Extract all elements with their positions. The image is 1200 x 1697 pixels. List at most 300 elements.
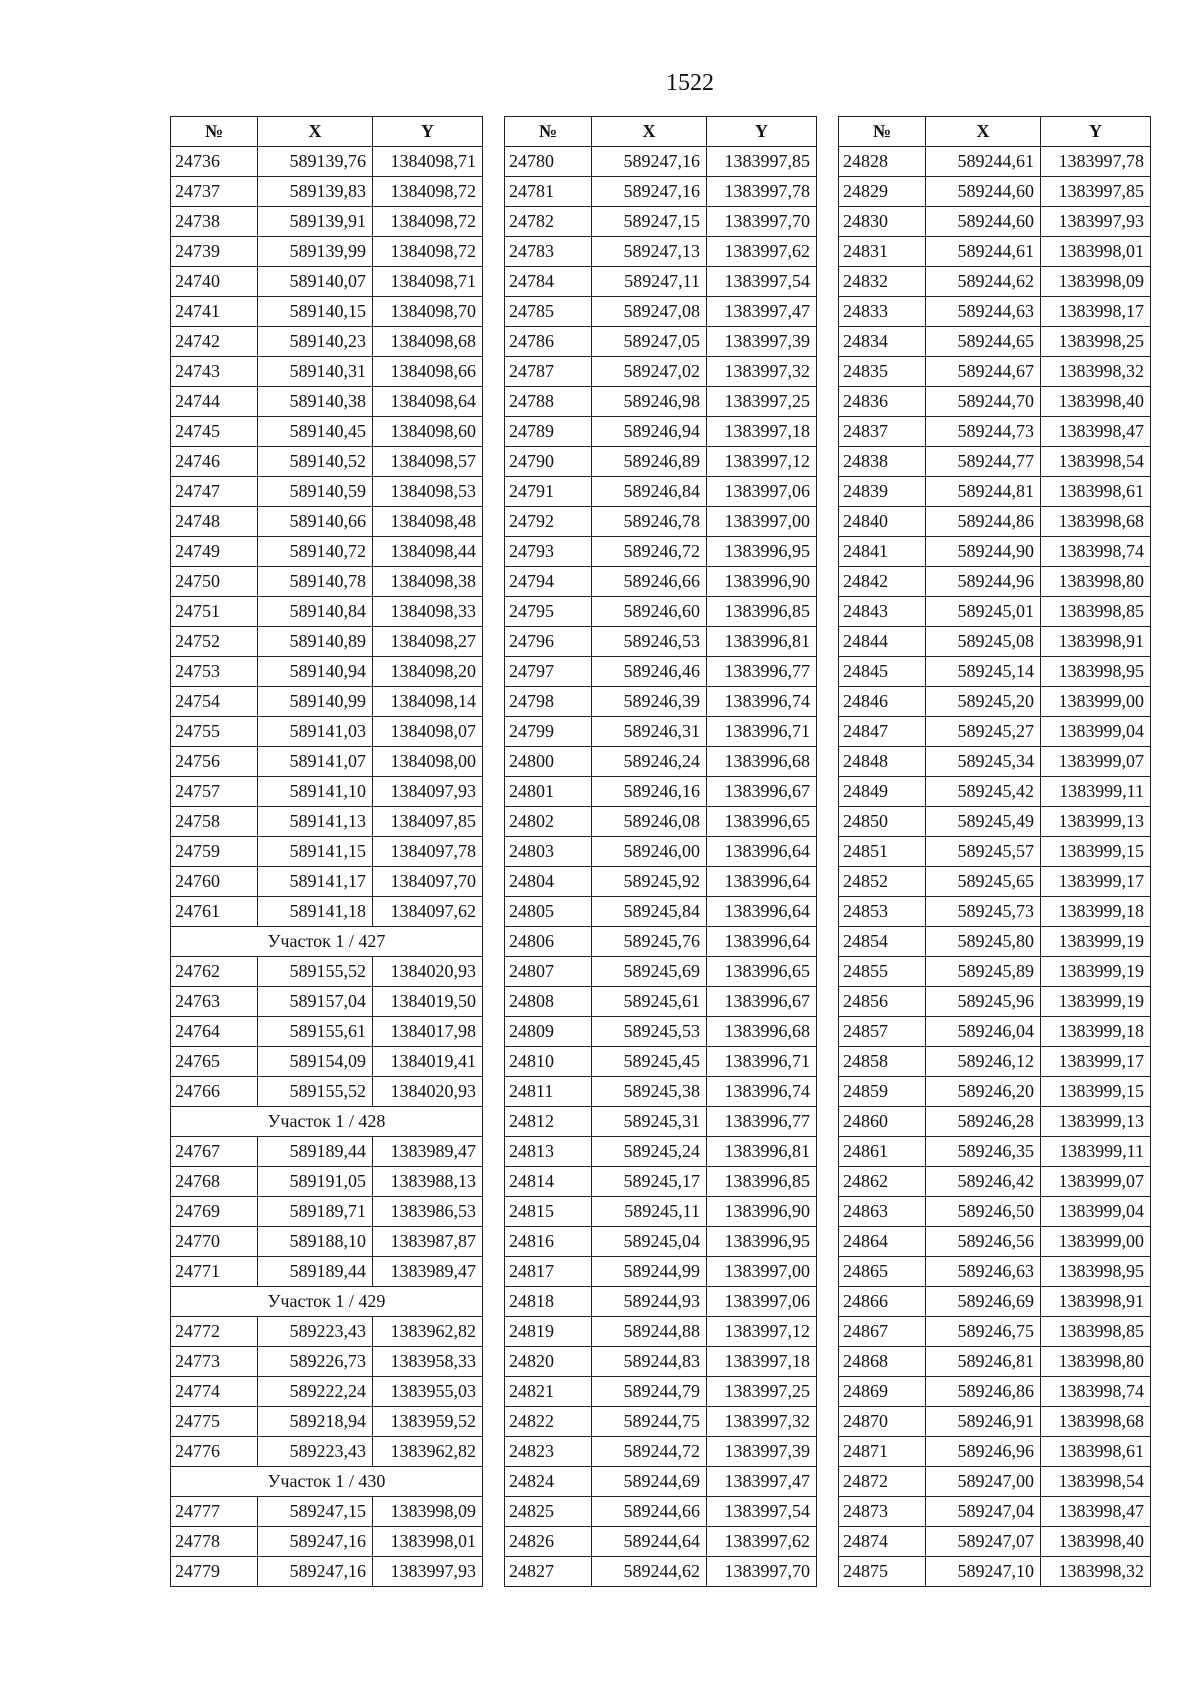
point-number: 24790: [505, 447, 592, 477]
x-coordinate: 589155,52: [258, 1077, 373, 1107]
x-coordinate: 589244,63: [926, 297, 1041, 327]
x-coordinate: 589141,03: [258, 717, 373, 747]
table-row: [505, 957, 817, 987]
point-number: 24853: [839, 897, 926, 927]
x-coordinate: 589140,89: [258, 627, 373, 657]
x-coordinate: 589141,13: [258, 807, 373, 837]
point-number: 24836: [839, 387, 926, 417]
table-row: [839, 657, 1151, 687]
y-coordinate: 1383962,82: [373, 1317, 483, 1347]
point-number: 24800: [505, 747, 592, 777]
x-coordinate: 589246,72: [592, 537, 707, 567]
y-coordinate: 1383998,80: [1041, 1347, 1151, 1377]
y-coordinate: 1384097,70: [373, 867, 483, 897]
x-coordinate: 589140,52: [258, 447, 373, 477]
x-coordinate: 589244,93: [592, 1287, 707, 1317]
x-coordinate: 589247,04: [926, 1497, 1041, 1527]
y-coordinate: 1384098,71: [373, 267, 483, 297]
x-coordinate: 589244,66: [592, 1497, 707, 1527]
table-row: [171, 1197, 483, 1227]
x-coordinate: 589246,86: [926, 1377, 1041, 1407]
point-number: 24831: [839, 237, 926, 267]
x-coordinate: 589141,15: [258, 837, 373, 867]
point-number: 24756: [171, 747, 258, 777]
point-number: 24740: [171, 267, 258, 297]
point-number: 24822: [505, 1407, 592, 1437]
x-coordinate: 589245,42: [926, 777, 1041, 807]
x-coordinate: 589154,09: [258, 1047, 373, 1077]
y-coordinate: 1384097,62: [373, 897, 483, 927]
table-row: [171, 987, 483, 1017]
y-coordinate: 1384098,72: [373, 207, 483, 237]
x-coordinate: 589245,84: [592, 897, 707, 927]
y-coordinate: 1384098,72: [373, 177, 483, 207]
y-coordinate: 1383999,15: [1041, 1077, 1151, 1107]
table-row: [839, 837, 1151, 867]
table-row: [171, 897, 483, 927]
y-coordinate: 1383998,68: [1041, 1407, 1151, 1437]
x-coordinate: 589244,90: [926, 537, 1041, 567]
table-row: [505, 987, 817, 1017]
y-coordinate: 1383997,32: [707, 357, 817, 387]
x-coordinate: 589245,14: [926, 657, 1041, 687]
table-row: [839, 777, 1151, 807]
table-row: [171, 1137, 483, 1167]
x-coordinate: 589244,81: [926, 477, 1041, 507]
x-coordinate: 589247,15: [258, 1497, 373, 1527]
x-coordinate: 589189,71: [258, 1197, 373, 1227]
x-coordinate: 589246,16: [592, 777, 707, 807]
table-row: [839, 1347, 1151, 1377]
x-coordinate: 589245,53: [592, 1017, 707, 1047]
x-coordinate: 589140,38: [258, 387, 373, 417]
y-coordinate: 1383996,64: [707, 927, 817, 957]
y-coordinate: 1383996,90: [707, 567, 817, 597]
point-number: 24797: [505, 657, 592, 687]
x-coordinate: 589245,45: [592, 1047, 707, 1077]
table-row: [839, 1437, 1151, 1467]
section-row: [171, 1107, 483, 1137]
point-number: 24803: [505, 837, 592, 867]
y-coordinate: 1384098,20: [373, 657, 483, 687]
point-number: 24773: [171, 1347, 258, 1377]
y-coordinate: 1383996,95: [707, 537, 817, 567]
x-coordinate: 589140,07: [258, 267, 373, 297]
table-row: [839, 807, 1151, 837]
x-coordinate: 589245,61: [592, 987, 707, 1017]
y-coordinate: 1384020,93: [373, 957, 483, 987]
table-row: [171, 867, 483, 897]
y-coordinate: 1383999,00: [1041, 687, 1151, 717]
section-label: Участок 1 / 430: [171, 1467, 483, 1497]
table-row: [171, 1437, 483, 1467]
y-coordinate: 1383997,85: [707, 147, 817, 177]
point-number: 24821: [505, 1377, 592, 1407]
table-row: [171, 747, 483, 777]
table-row: [171, 207, 483, 237]
point-number: 24802: [505, 807, 592, 837]
table-header-row: [839, 117, 1151, 147]
x-coordinate: 589222,24: [258, 1377, 373, 1407]
y-coordinate: 1384098,60: [373, 417, 483, 447]
y-coordinate: 1384097,93: [373, 777, 483, 807]
point-number: 24811: [505, 1077, 592, 1107]
y-coordinate: 1383996,64: [707, 867, 817, 897]
y-coordinate: 1383999,07: [1041, 1167, 1151, 1197]
point-number: 24875: [839, 1557, 926, 1587]
point-number: 24791: [505, 477, 592, 507]
y-coordinate: 1383997,00: [707, 507, 817, 537]
point-number: 24804: [505, 867, 592, 897]
x-coordinate: 589245,31: [592, 1107, 707, 1137]
x-coordinate: 589245,92: [592, 867, 707, 897]
y-coordinate: 1383989,47: [373, 1137, 483, 1167]
x-coordinate: 589246,63: [926, 1257, 1041, 1287]
point-number: 24819: [505, 1317, 592, 1347]
point-number: 24809: [505, 1017, 592, 1047]
x-coordinate: 589245,80: [926, 927, 1041, 957]
table-row: [839, 717, 1151, 747]
table-row: [505, 837, 817, 867]
x-coordinate: 589246,00: [592, 837, 707, 867]
y-coordinate: 1384098,57: [373, 447, 483, 477]
table-row: [171, 447, 483, 477]
point-number: 24816: [505, 1227, 592, 1257]
x-coordinate: 589245,08: [926, 627, 1041, 657]
x-coordinate: 589245,73: [926, 897, 1041, 927]
y-coordinate: 1383996,74: [707, 687, 817, 717]
x-coordinate: 589140,45: [258, 417, 373, 447]
section-label: Участок 1 / 427: [171, 927, 483, 957]
y-coordinate: 1383996,74: [707, 1077, 817, 1107]
x-coordinate: 589246,69: [926, 1287, 1041, 1317]
x-coordinate: 589246,50: [926, 1197, 1041, 1227]
point-number: 24751: [171, 597, 258, 627]
x-coordinate: 589141,18: [258, 897, 373, 927]
y-coordinate: 1383988,13: [373, 1167, 483, 1197]
y-coordinate: 1383955,03: [373, 1377, 483, 1407]
table-row: [839, 927, 1151, 957]
point-number: 24784: [505, 267, 592, 297]
table-row: [171, 567, 483, 597]
x-coordinate: 589245,69: [592, 957, 707, 987]
point-number: 24854: [839, 927, 926, 957]
table-row: [839, 267, 1151, 297]
table-row: [505, 567, 817, 597]
table-row: [505, 207, 817, 237]
point-number: 24817: [505, 1257, 592, 1287]
table-row: [839, 867, 1151, 897]
table-row: [505, 1437, 817, 1467]
header-x: X: [258, 117, 373, 147]
point-number: 24860: [839, 1107, 926, 1137]
header-y: Y: [707, 117, 817, 147]
x-coordinate: 589244,99: [592, 1257, 707, 1287]
y-coordinate: 1383998,09: [373, 1497, 483, 1527]
table-row: [839, 747, 1151, 777]
point-number: 24851: [839, 837, 926, 867]
x-coordinate: 589246,75: [926, 1317, 1041, 1347]
table-row: [839, 147, 1151, 177]
point-number: 24872: [839, 1467, 926, 1497]
point-number: 24749: [171, 537, 258, 567]
table-row: [505, 1047, 817, 1077]
y-coordinate: 1383998,32: [1041, 357, 1151, 387]
table-row: [171, 177, 483, 207]
x-coordinate: 589246,53: [592, 627, 707, 657]
point-number: 24771: [171, 1257, 258, 1287]
x-coordinate: 589245,17: [592, 1167, 707, 1197]
y-coordinate: 1383962,82: [373, 1437, 483, 1467]
x-coordinate: 589140,99: [258, 687, 373, 717]
table-row: [171, 1497, 483, 1527]
table-row: [839, 1257, 1151, 1287]
x-coordinate: 589244,73: [926, 417, 1041, 447]
table-row: [505, 267, 817, 297]
y-coordinate: 1383998,54: [1041, 447, 1151, 477]
y-coordinate: 1383997,32: [707, 1407, 817, 1437]
table-header-row: [171, 117, 483, 147]
y-coordinate: 1383997,12: [707, 1317, 817, 1347]
table-row: [505, 717, 817, 747]
table-row: [505, 477, 817, 507]
point-number: 24858: [839, 1047, 926, 1077]
table-row: [171, 1227, 483, 1257]
x-coordinate: 589246,46: [592, 657, 707, 687]
y-coordinate: 1384098,70: [373, 297, 483, 327]
y-coordinate: 1383999,17: [1041, 1047, 1151, 1077]
table-row: [505, 507, 817, 537]
x-coordinate: 589246,89: [592, 447, 707, 477]
y-coordinate: 1383999,07: [1041, 747, 1151, 777]
y-coordinate: 1383996,71: [707, 1047, 817, 1077]
point-number: 24752: [171, 627, 258, 657]
point-number: 24768: [171, 1167, 258, 1197]
point-number: 24861: [839, 1137, 926, 1167]
x-coordinate: 589244,61: [926, 237, 1041, 267]
x-coordinate: 589245,96: [926, 987, 1041, 1017]
point-number: 24844: [839, 627, 926, 657]
y-coordinate: 1383998,61: [1041, 1437, 1151, 1467]
table-row: [839, 1017, 1151, 1047]
point-number: 24852: [839, 867, 926, 897]
point-number: 24855: [839, 957, 926, 987]
y-coordinate: 1384098,71: [373, 147, 483, 177]
table-row: [505, 1377, 817, 1407]
y-coordinate: 1384098,72: [373, 237, 483, 267]
point-number: 24847: [839, 717, 926, 747]
table-row: [505, 1077, 817, 1107]
y-coordinate: 1383998,74: [1041, 1377, 1151, 1407]
x-coordinate: 589246,60: [592, 597, 707, 627]
table-row: [171, 237, 483, 267]
point-number: 24806: [505, 927, 592, 957]
point-number: 24812: [505, 1107, 592, 1137]
x-coordinate: 589246,84: [592, 477, 707, 507]
table-row: [171, 417, 483, 447]
y-coordinate: 1383998,74: [1041, 537, 1151, 567]
y-coordinate: 1383998,17: [1041, 297, 1151, 327]
table-row: [505, 927, 817, 957]
x-coordinate: 589244,67: [926, 357, 1041, 387]
point-number: 24789: [505, 417, 592, 447]
y-coordinate: 1384098,64: [373, 387, 483, 417]
y-coordinate: 1383997,12: [707, 447, 817, 477]
y-coordinate: 1383998,01: [1041, 237, 1151, 267]
y-coordinate: 1383999,00: [1041, 1227, 1151, 1257]
point-number: 24760: [171, 867, 258, 897]
table-row: [839, 1197, 1151, 1227]
point-number: 24841: [839, 537, 926, 567]
x-coordinate: 589245,38: [592, 1077, 707, 1107]
y-coordinate: 1383997,39: [707, 1437, 817, 1467]
point-number: 24774: [171, 1377, 258, 1407]
y-coordinate: 1383996,68: [707, 1017, 817, 1047]
point-number: 24739: [171, 237, 258, 267]
point-number: 24779: [171, 1557, 258, 1587]
table-row: [839, 1467, 1151, 1497]
point-number: 24764: [171, 1017, 258, 1047]
x-coordinate: 589246,94: [592, 417, 707, 447]
table-row: [505, 867, 817, 897]
x-coordinate: 589246,42: [926, 1167, 1041, 1197]
point-number: 24810: [505, 1047, 592, 1077]
point-number: 24805: [505, 897, 592, 927]
x-coordinate: 589247,16: [592, 177, 707, 207]
point-number: 24864: [839, 1227, 926, 1257]
point-number: 24796: [505, 627, 592, 657]
point-number: 24762: [171, 957, 258, 987]
point-number: 24832: [839, 267, 926, 297]
table-row: [505, 1197, 817, 1227]
table-row: [505, 177, 817, 207]
section-label: Участок 1 / 429: [171, 1287, 483, 1317]
table-row: [505, 687, 817, 717]
x-coordinate: 589139,76: [258, 147, 373, 177]
table-row: [505, 747, 817, 777]
x-coordinate: 589140,59: [258, 477, 373, 507]
point-number: 24782: [505, 207, 592, 237]
point-number: 24778: [171, 1527, 258, 1557]
y-coordinate: 1384098,27: [373, 627, 483, 657]
table-row: [505, 1107, 817, 1137]
table-row: [839, 597, 1151, 627]
table-row: [171, 1077, 483, 1107]
x-coordinate: 589244,60: [926, 177, 1041, 207]
x-coordinate: 589244,88: [592, 1317, 707, 1347]
y-coordinate: 1383998,91: [1041, 1287, 1151, 1317]
x-coordinate: 589247,16: [258, 1557, 373, 1587]
x-coordinate: 589244,61: [926, 147, 1041, 177]
table-row: [505, 387, 817, 417]
y-coordinate: 1383996,90: [707, 1197, 817, 1227]
table-row: [839, 1317, 1151, 1347]
point-number: 24767: [171, 1137, 258, 1167]
point-number: 24815: [505, 1197, 592, 1227]
point-number: 24862: [839, 1167, 926, 1197]
point-number: 24843: [839, 597, 926, 627]
y-coordinate: 1383998,54: [1041, 1467, 1151, 1497]
table-row: [839, 357, 1151, 387]
x-coordinate: 589244,70: [926, 387, 1041, 417]
x-coordinate: 589246,66: [592, 567, 707, 597]
table-row: [839, 327, 1151, 357]
y-coordinate: 1383999,11: [1041, 1137, 1151, 1167]
y-coordinate: 1384098,14: [373, 687, 483, 717]
x-coordinate: 589140,31: [258, 357, 373, 387]
table-row: [839, 1137, 1151, 1167]
table-row: [505, 1497, 817, 1527]
x-coordinate: 589245,24: [592, 1137, 707, 1167]
table-row: [839, 1377, 1151, 1407]
y-coordinate: 1383998,40: [1041, 387, 1151, 417]
point-number: 24761: [171, 897, 258, 927]
y-coordinate: 1383998,01: [373, 1527, 483, 1557]
table-row: [171, 777, 483, 807]
table-row: [171, 687, 483, 717]
x-coordinate: 589247,15: [592, 207, 707, 237]
table-row: [505, 417, 817, 447]
point-number: 24781: [505, 177, 592, 207]
x-coordinate: 589244,60: [926, 207, 1041, 237]
x-coordinate: 589226,73: [258, 1347, 373, 1377]
y-coordinate: 1384019,41: [373, 1047, 483, 1077]
y-coordinate: 1384020,93: [373, 1077, 483, 1107]
x-coordinate: 589246,31: [592, 717, 707, 747]
y-coordinate: 1383997,78: [1041, 147, 1151, 177]
table-row: [505, 657, 817, 687]
coordinate-table-2: [504, 116, 817, 1587]
y-coordinate: 1384097,85: [373, 807, 483, 837]
x-coordinate: 589140,72: [258, 537, 373, 567]
point-number: 24814: [505, 1167, 592, 1197]
x-coordinate: 589246,39: [592, 687, 707, 717]
table-row: [171, 1017, 483, 1047]
y-coordinate: 1383998,68: [1041, 507, 1151, 537]
table-row: [839, 1407, 1151, 1437]
x-coordinate: 589247,10: [926, 1557, 1041, 1587]
table-row: [839, 1497, 1151, 1527]
point-number: 24823: [505, 1437, 592, 1467]
table-row: [839, 537, 1151, 567]
point-number: 24867: [839, 1317, 926, 1347]
table-row: [171, 1527, 483, 1557]
x-coordinate: 589245,76: [592, 927, 707, 957]
y-coordinate: 1384017,98: [373, 1017, 483, 1047]
point-number: 24801: [505, 777, 592, 807]
y-coordinate: 1383996,85: [707, 597, 817, 627]
table-row: [505, 807, 817, 837]
y-coordinate: 1383999,19: [1041, 987, 1151, 1017]
header-x: X: [592, 117, 707, 147]
y-coordinate: 1383996,81: [707, 627, 817, 657]
table-row: [505, 1017, 817, 1047]
x-coordinate: 589245,89: [926, 957, 1041, 987]
point-number: 24787: [505, 357, 592, 387]
point-number: 24757: [171, 777, 258, 807]
y-coordinate: 1383999,19: [1041, 927, 1151, 957]
table-row: [839, 1527, 1151, 1557]
point-number: 24849: [839, 777, 926, 807]
y-coordinate: 1383996,67: [707, 987, 817, 1017]
point-number: 24744: [171, 387, 258, 417]
x-coordinate: 589244,96: [926, 567, 1041, 597]
x-coordinate: 589218,94: [258, 1407, 373, 1437]
x-coordinate: 589245,27: [926, 717, 1041, 747]
x-coordinate: 589157,04: [258, 987, 373, 1017]
x-coordinate: 589139,91: [258, 207, 373, 237]
point-number: 24783: [505, 237, 592, 267]
